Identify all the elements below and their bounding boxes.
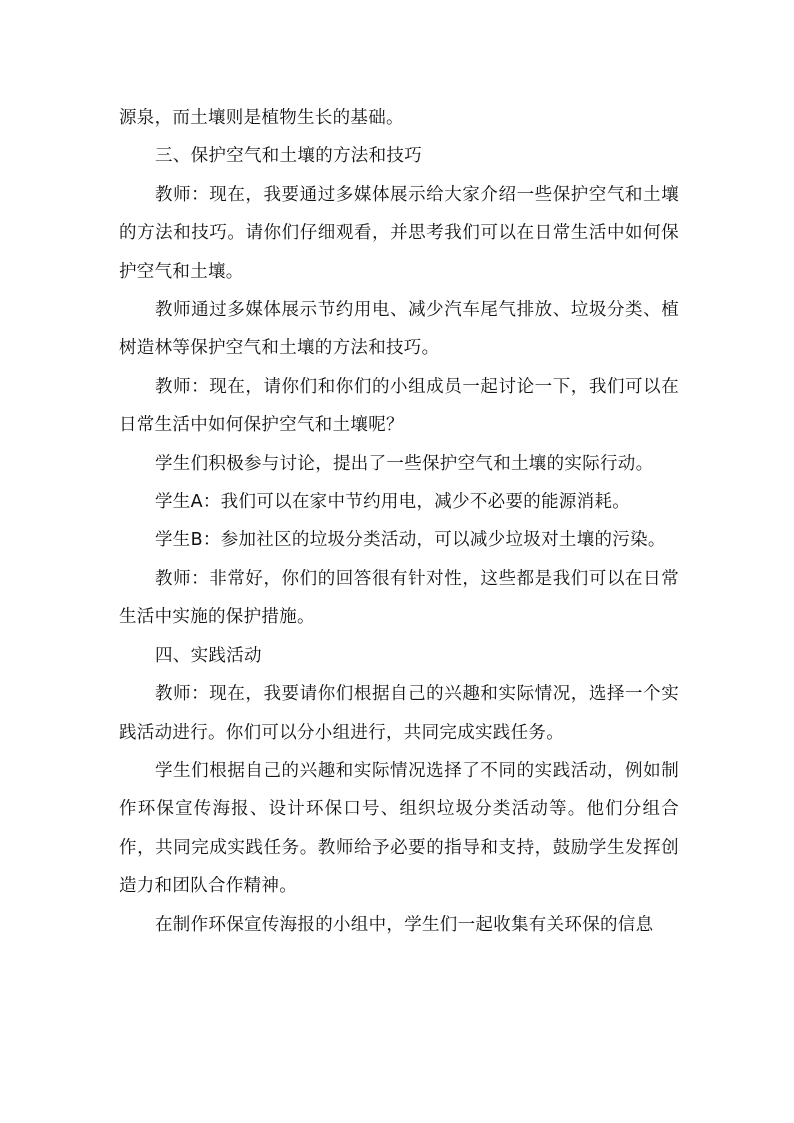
paragraph-teacher-intro: 教师：现在，我要通过多媒体展示给大家介绍一些保护空气和土壤的方法和技巧。请你们仔细观看，并思考我们可以在日常生活中如何保护空气和土壤。 bbox=[119, 184, 679, 282]
paragraph-multimedia: 教师通过多媒体展示节约用电、减少汽车尾气排放、垃圾分类、植树造林等保护空气和土壤的方法和技巧。 bbox=[119, 300, 679, 359]
paragraph-students-discuss: 学生们积极参与讨论，提出了一些保护空气和土壤的实际行动。 bbox=[155, 453, 654, 474]
paragraph-teacher-discuss: 教师：现在，请你们和你们的小组成员一起讨论一下，我们可以在日常生活中如何保护空气和土壤呢？ bbox=[119, 376, 679, 436]
paragraph-students-activity: 学生们根据自己的兴趣和实际情况选择了不同的实践活动，例如制作环保宣传海报、设计环保口号、组织垃圾分类活动等。他们分组合作，共同完成实践任务。教师给予必要的指导和支持，鼓励学生发挥创造力和团队合作精神。 bbox=[119, 760, 679, 897]
paragraph-poster-group: 在制作环保宣传海报的小组中，学生们一起收集有关环保的信息 bbox=[155, 914, 654, 935]
document-body bbox=[119, 99, 679, 944]
paragraph-continuation: 源泉，而土壤则是植物生长的基础。 bbox=[119, 108, 404, 128]
paragraph-teacher-praise: 教师：非常好，你们的回答很有针对性，这些都是我们可以在日常生活中实施的保护措施。 bbox=[119, 568, 679, 628]
paragraph-student-b: 学生B：参加社区的垃圾分类活动，可以减少垃圾对土壤的污染。 bbox=[155, 530, 666, 551]
section-heading-3: 三、保护空气和土壤的方法和技巧 bbox=[155, 146, 422, 167]
paragraph-teacher-activity: 教师：现在，我要请你们根据自己的兴趣和实际情况，选择一个实践活动进行。你们可以分小组进行，共同完成实践任务。 bbox=[119, 684, 679, 743]
paragraph-student-a: 学生A：我们可以在家中节约用电，减少不必要的能源消耗。 bbox=[155, 492, 631, 513]
section-heading-4: 四、实践活动 bbox=[155, 645, 262, 666]
